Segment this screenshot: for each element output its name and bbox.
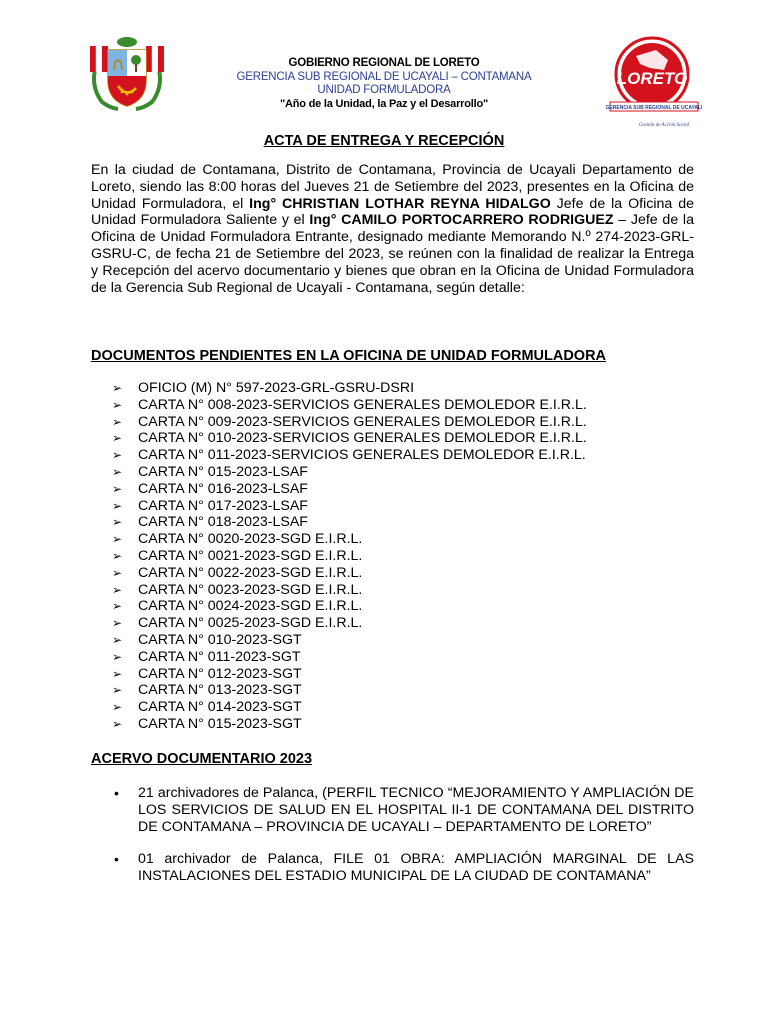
arrow-bullet-icon: ➢ [112,649,123,664]
arrow-bullet-icon: ➢ [112,481,123,496]
archive-item-text: 01 archivador de Palanca, FILE 01 OBRA: AMPLIACIÓN MARGINAL DE LAS INSTALACIONES DEL ESTADIO MUNICIPAL DE LA CIUDAD DE CONTAMANA” [138,851,694,885]
list-item [112,582,672,599]
unit-name: UNIDAD FORMULADORA [317,84,451,96]
loreto-logo-icon [606,34,702,130]
logo-wordmark: LORETO [616,69,688,88]
document-reference: CARTA N° 009-2023-SERVICIOS GENERALES DEMOLEDOR E.I.R.L. [138,413,587,430]
document-reference: CARTA N° 015-2023-LSAF [138,463,308,480]
arrow-bullet-icon: ➢ [112,700,123,715]
arrow-bullet-icon: ➢ [112,448,123,463]
archive-heading: ACERVO DOCUMENTARIO 2023 [91,751,313,767]
list-item [112,682,672,699]
document-reference: OFICIO (M) N° 597-2023-GRL-GSRU-DSRI [138,380,415,396]
intro-text-part-1: En la ciudad de Contamana, Distrito de Contamana, Provincia de Ucayali Departamento de Loreto, siendo las 8:00 horas del Jueves 21 de Setiembre del 2023, presentes en la Oficina de Unidad Formuladora, el [91,162,694,212]
arrow-bullet-icon: ➢ [112,582,123,597]
document-reference: CARTA N° 0022-2023-SGD E.I.R.L. [138,564,363,581]
arrow-bullet-icon: ➢ [112,666,123,681]
arrow-bullet-icon: ➢ [112,532,123,547]
list-item [112,481,672,498]
list-item [112,716,672,733]
letterhead-text [170,57,598,111]
document-reference: CARTA N° 014-2023-SGT [138,699,302,716]
list-item [112,397,672,414]
document-reference: CARTA N° 0024-2023-SGD E.I.R.L. [138,598,363,615]
list-item [112,666,672,683]
list-item [112,531,672,548]
list-item [112,649,672,666]
outgoing-head-name: Ing° CHRISTIAN LOTHAR REYNA HIDALGO [249,195,551,212]
arrow-bullet-icon: ➢ [112,381,123,395]
arrow-bullet-icon: ➢ [112,599,123,614]
bullet-icon: • [114,785,119,801]
arrow-bullet-icon: ➢ [112,565,123,580]
document-reference: CARTA N° 015-2023-SGT [138,715,302,732]
archive-list [112,785,694,901]
document-reference: CARTA N° 016-2023-LSAF [138,480,308,497]
arrow-bullet-icon: ➢ [112,515,123,530]
pending-documents-list [112,380,672,733]
document-reference: CARTA N° 013-2023-SGT [138,682,302,699]
list-item [112,464,672,481]
arrow-bullet-icon: ➢ [112,498,123,513]
document-reference: CARTA N° 010-2023-SGT [138,631,302,648]
arrow-bullet-icon: ➢ [112,548,123,563]
intro-text-part-3: – Jefe de la Oficina de Unidad Formuladora Entrante, designado mediante Memorando N.º 274-2023-GRL-GSRU-C, de fecha 21 de Setiembre del 2023, se reúnen con la finalidad de realizar la Entrega y Recepción del acervo documentario y bienes que obran en la Oficina de Unidad Formuladora de la Gerencia Sub Regional de Ucayali - Contamana, según detalle: [91,212,694,296]
management-name: GERENCIA SUB REGIONAL DE UCAYALI – CONTAMANA [236,70,532,83]
list-item [112,565,672,582]
document-reference: CARTA N° 0021-2023-SGD E.I.R.L. [138,547,363,564]
archive-item-text: 21 archivadores de Palanca, (PERFIL TECNICO “MEJORAMIENTO Y AMPLIACIÓN DE LOS SERVICIOS DE SALUD EN EL HOSPITAL II-1 DE CONTAMANA DEL DISTRITO DE CONTAMANA – PROVINCIA DE UCAYALI – DEPARTAMENTO DE LORETO” [138,785,694,835]
document-title: ACTA DE ENTREGA Y RECEPCIÓN [263,133,505,149]
arrow-bullet-icon: ➢ [112,616,123,631]
document-reference: CARTA N° 008-2023-SERVICIOS GENERALES DEMOLEDOR E.I.R.L. [138,396,587,413]
document-reference: CARTA N° 012-2023-SGT [138,665,302,682]
arrow-bullet-icon: ➢ [112,397,123,412]
arrow-bullet-icon: ➢ [112,431,123,446]
pending-documents-heading: DOCUMENTOS PENDIENTES EN LA OFICINA DE UNIDAD FORMULADORA [91,348,607,364]
bullet-icon: • [114,851,119,868]
government-name: GOBIERNO REGIONAL DE LORETO [288,57,480,69]
logo-subtitle: GERENCIA SUB REGIONAL DE UCAYALI [606,105,702,111]
arrow-bullet-icon: ➢ [112,414,123,429]
list-item [112,414,672,431]
document-reference: CARTA N° 010-2023-SERVICIOS GENERALES DEMOLEDOR E.I.R.L. [138,430,587,447]
document-reference: CARTA N° 0020-2023-SGD E.I.R.L. [138,531,363,548]
list-item [112,548,672,565]
list-item [112,514,672,531]
document-reference: CARTA N° 018-2023-LSAF [138,514,308,531]
list-item [112,430,672,447]
incoming-head-name: Ing° CAMILO PORTOCARRERO RODRIGUEZ [309,212,614,229]
document-reference: CARTA N° 011-2023-SGT [138,648,301,665]
arrow-bullet-icon: ➢ [112,632,123,647]
letterhead [0,30,768,135]
list-item [112,632,672,649]
arrow-bullet-icon: ➢ [112,683,123,698]
document-reference: CARTA N° 0023-2023-SGD E.I.R.L. [138,581,363,598]
logo-slogan: Gestión de Acción Social [638,123,690,128]
list-item [112,498,672,515]
arrow-bullet-icon: ➢ [112,464,123,479]
list-item [112,380,672,397]
coat-of-arms-icon [88,36,166,112]
document-reference: CARTA N° 017-2023-LSAF [138,497,308,514]
list-item [112,699,672,716]
document-reference: CARTA N° 011-2023-SERVICIOS GENERALES DEMOLEDOR E.I.R.L. [138,447,586,464]
intro-paragraph [91,162,694,296]
list-item [112,615,672,632]
intro-text-part-2: Jefe de la Oficina de Unidad Formuladora Saliente y el [91,195,694,229]
list-item [112,447,672,464]
list-item [112,851,694,885]
list-item [112,785,694,835]
arrow-bullet-icon: ➢ [112,716,123,731]
list-item [112,598,672,615]
document-reference: CARTA N° 0025-2023-SGD E.I.R.L. [138,615,363,632]
year-motto: "Año de la Unidad, la Paz y el Desarrollo" [279,97,489,110]
